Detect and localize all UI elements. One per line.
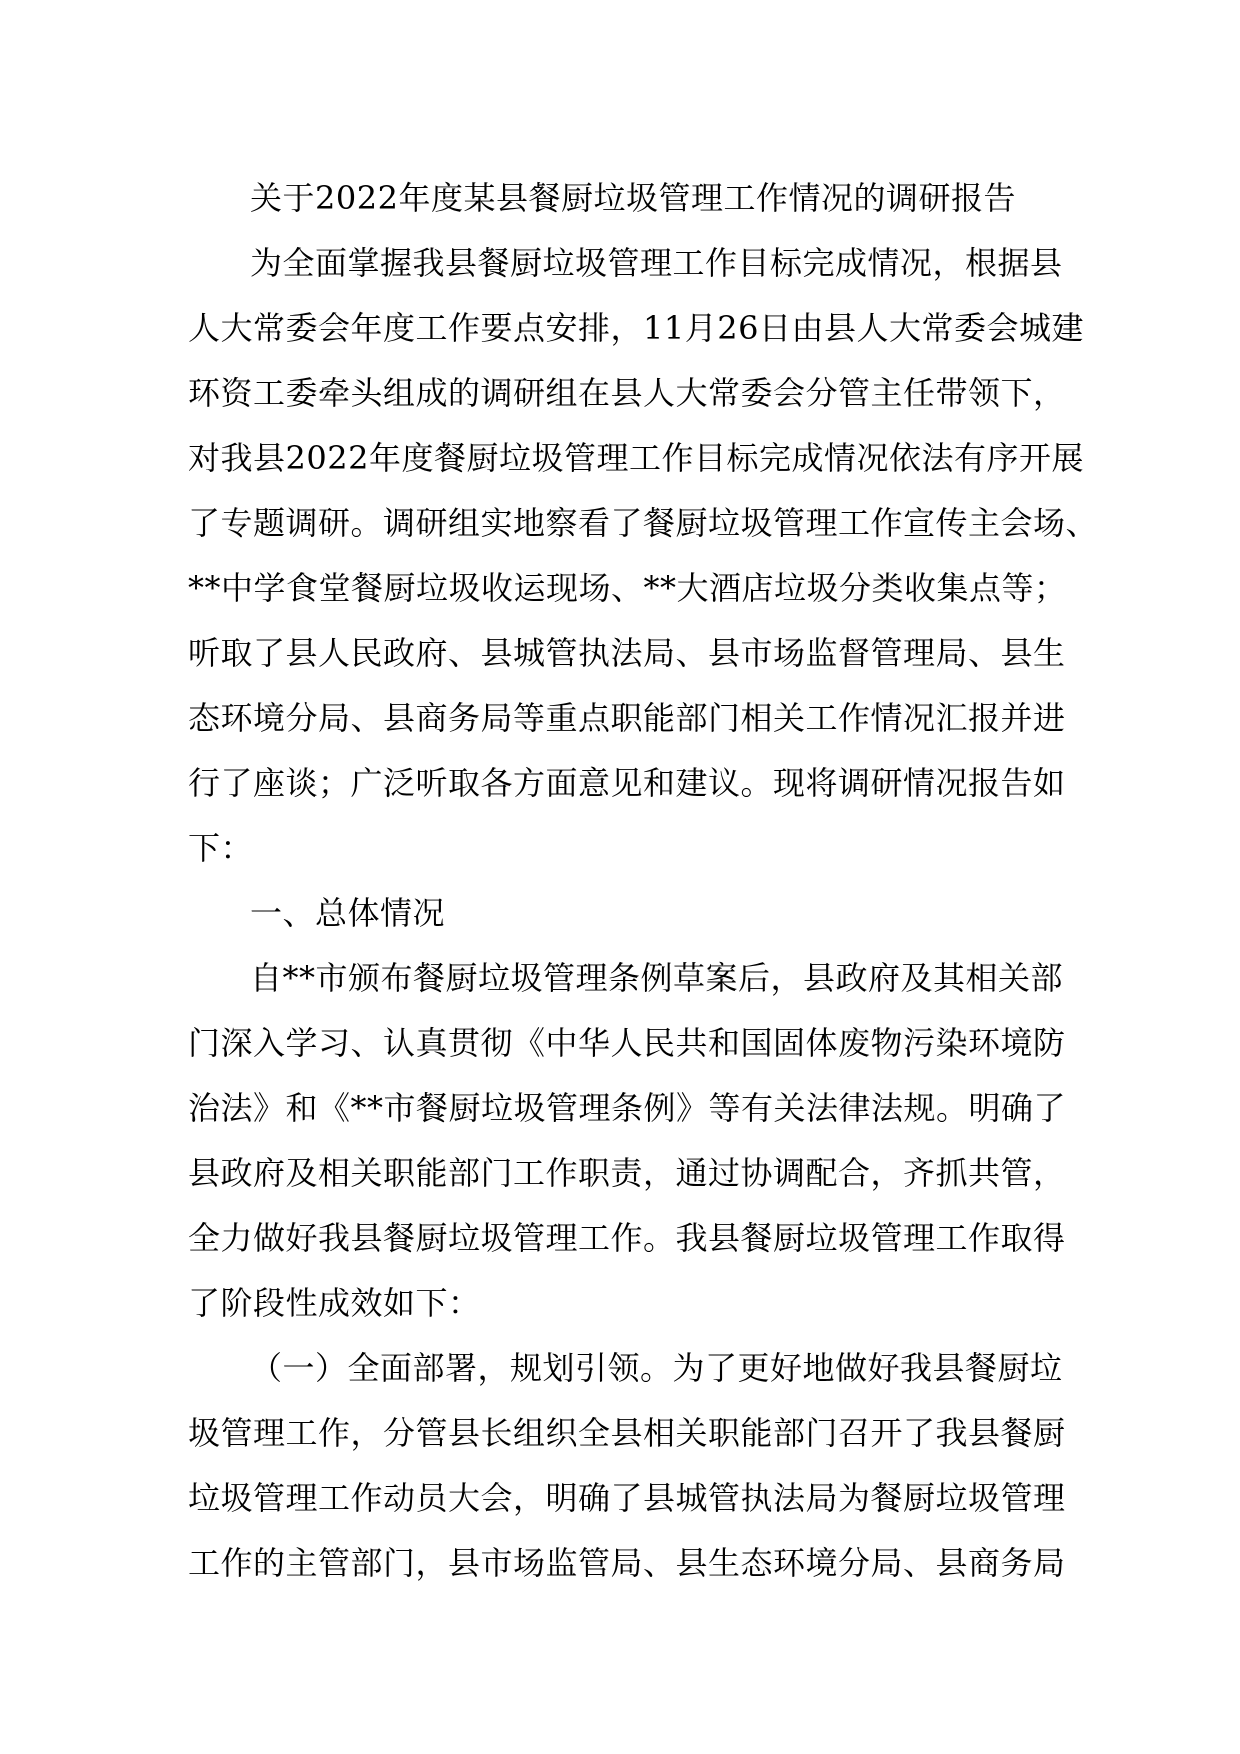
paragraph-line: 为全面掌握我县餐厨垃圾管理工作目标完成情况，根据县 — [250, 244, 1063, 282]
paragraph-line: 行了座谈；广泛听取各方面意见和建议。现将调研情况报告如 — [188, 764, 1066, 802]
paragraph-line: 垃圾管理工作动员大会，明确了县城管执法局为餐厨垃圾管理 — [188, 1479, 1066, 1517]
paragraph-line: 县政府及相关职能部门工作职责，通过协调配合，齐抓共管， — [188, 1154, 1066, 1192]
paragraph-line: （一）全面部署，规划引领。为了更好地做好我县餐厨垃 — [250, 1349, 1063, 1387]
paragraph-line: 自**市颁布餐厨垃圾管理条例草案后，县政府及其相关部 — [250, 959, 1064, 997]
paragraph-line: 治法》和《**市餐厨垃圾管理条例》等有关法律法规。明确了 — [188, 1089, 1067, 1127]
section-heading: 一、总体情况 — [250, 894, 446, 932]
paragraph-line: 圾管理工作，分管县长组织全县相关职能部门召开了我县餐厨 — [188, 1414, 1066, 1452]
paragraph-line: 了专题调研。调研组实地察看了餐厨垃圾管理工作宣传主会场、 — [188, 504, 1099, 542]
paragraph-line: 听取了县人民政府、县城管执法局、县市场监督管理局、县生 — [188, 634, 1066, 672]
paragraph-line: 人大常委会年度工作要点安排，11月26日由县人大常委会城建 — [188, 309, 1084, 347]
paragraph-line: 全力做好我县餐厨垃圾管理工作。我县餐厨垃圾管理工作取得 — [188, 1219, 1066, 1257]
document-body — [188, 166, 1099, 1596]
paragraph-line: 下： — [188, 829, 254, 867]
paragraph-line: 门深入学习、认真贯彻《中华人民共和国固体废物污染环境防 — [188, 1024, 1066, 1062]
paragraph-line: 环资工委牵头组成的调研组在县人大常委会分管主任带领下， — [188, 374, 1066, 412]
paragraph-line: 态环境分局、县商务局等重点职能部门相关工作情况汇报并进 — [188, 699, 1066, 737]
paragraph-line: 对我县2022年度餐厨垃圾管理工作目标完成情况依法有序开展 — [188, 439, 1084, 477]
paragraph-line: 了阶段性成效如下： — [188, 1284, 481, 1322]
paragraph-line: **中学食堂餐厨垃圾收运现场、**大酒店垃圾分类收集点等； — [188, 569, 1067, 607]
paragraph-line: 工作的主管部门，县市场监管局、县生态环境分局、县商务局 — [188, 1544, 1066, 1582]
document-title: 关于2022年度某县餐厨垃圾管理工作情况的调研报告 — [250, 179, 1016, 217]
